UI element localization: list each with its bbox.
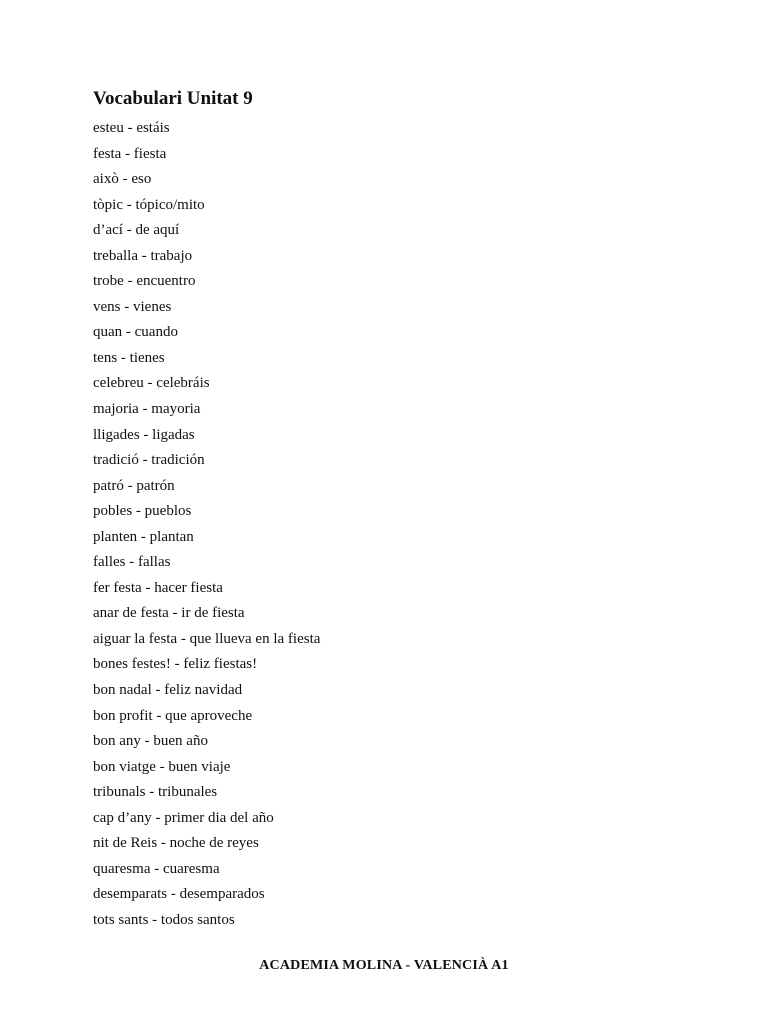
vocabulary-entry: tòpic - tópico/mito	[93, 196, 205, 213]
vocabulary-entry: festa - fiesta	[93, 145, 167, 162]
vocabulary-entry: tribunals - tribunales	[93, 784, 218, 801]
vocabulary-entry: majoria - mayoria	[93, 401, 201, 418]
vocabulary-entry: desemparats - desemparados	[93, 886, 265, 903]
vocabulary-entry: bon any - buen año	[93, 733, 208, 750]
vocabulary-entry: quaresma - cuaresma	[93, 860, 220, 877]
vocabulary-entry: pobles - pueblos	[93, 503, 192, 520]
vocabulary-entry: treballa - trabajo	[93, 247, 193, 264]
vocabulary-entry: trobe - encuentro	[93, 273, 196, 290]
vocabulary-entry: nit de Reis - noche de reyes	[93, 835, 259, 852]
vocabulary-entry: vens - vienes	[93, 298, 172, 315]
vocabulary-entry: fer festa - hacer fiesta	[93, 579, 223, 596]
vocabulary-entry: això - eso	[93, 171, 152, 188]
vocabulary-entry: anar de festa - ir de fiesta	[93, 605, 245, 622]
vocabulary-entry: tots sants - todos santos	[93, 911, 235, 928]
vocabulary-entry: lligades - ligadas	[93, 426, 195, 443]
vocabulary-entry: cap d’any - primer dia del año	[93, 809, 274, 826]
vocabulary-entry: tradició - tradición	[93, 452, 205, 469]
vocabulary-entry: esteu - estáis	[93, 120, 170, 136]
vocabulary-entry: bon nadal - feliz navidad	[93, 682, 243, 699]
vocabulary-entry: bones festes! - feliz fiestas!	[93, 656, 258, 673]
vocabulary-entry: patró - patrón	[93, 477, 175, 494]
vocabulary-entry: d’ací - de aquí	[93, 222, 180, 239]
vocabulary-entry: celebreu - celebráis	[93, 375, 210, 392]
page-title: Vocabulari Unitat 9	[93, 88, 253, 109]
vocabulary-entry: bon profit - que aproveche	[93, 707, 253, 724]
page-footer: ACADEMIA MOLINA - VALENCIÀ A1	[259, 958, 509, 973]
vocabulary-entry: falles - fallas	[93, 554, 171, 571]
vocabulary-entry: bon viatge - buen viaje	[93, 758, 231, 775]
vocabulary-entry: quan - cuando	[93, 324, 178, 341]
vocabulary-list	[93, 116, 320, 934]
vocabulary-entry: tens - tienes	[93, 349, 165, 366]
vocabulary-entry: planten - plantan	[93, 528, 194, 545]
vocabulary-entry: aiguar la festa - que llueva en la fiesta	[93, 630, 321, 647]
